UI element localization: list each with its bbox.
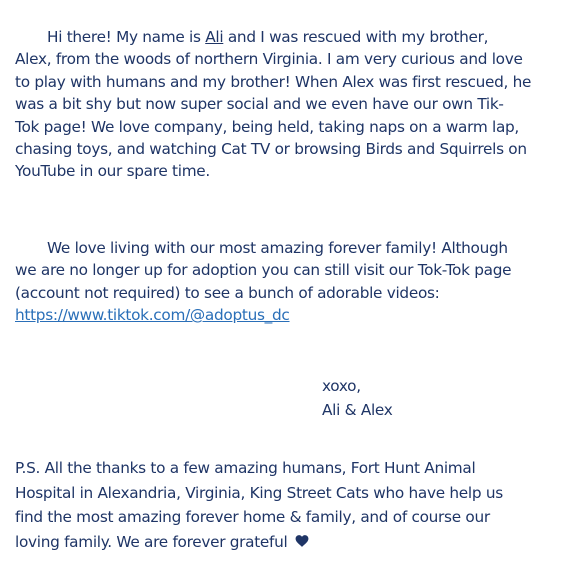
ps-line-1: P.S. All the thanks to a few amazing humans, Fort Hunt Animal	[15, 459, 476, 477]
signoff-greeting: xoxo,	[322, 377, 361, 395]
signoff-names: Ali & Alex	[322, 401, 393, 419]
intro-line-4: was a bit shy but now super social and we even have our own Tik-	[15, 95, 504, 114]
intro-line-1: Hi there! My name is Ali and I was rescued with my brother,	[47, 28, 489, 46]
paragraph-ps	[15, 456, 567, 554]
ps-line-4: loving family. We are forever grateful	[15, 530, 567, 555]
signoff	[322, 374, 393, 422]
paragraph-family	[15, 237, 567, 327]
intro-line-3: to play with humans and my brother! When Alex was first rescued, he	[15, 72, 532, 91]
paragraph-intro	[15, 26, 567, 183]
family-line-3: (account not required) to see a bunch of adorable videos:	[15, 283, 440, 302]
intro-line-5: Tok page! We love company, being held, taking naps on a warm lap,	[15, 117, 519, 136]
name-ali: Ali	[205, 28, 224, 46]
intro-line-2: Alex, from the woods of northern Virginia. I am very curious and love	[15, 50, 523, 69]
intro-line-7: YouTube in our spare time.	[15, 162, 210, 181]
intro-line-6: chasing toys, and watching Cat TV or browsing Birds and Squirrels on	[15, 140, 527, 159]
family-line-2: we are no longer up for adoption you can still visit our Tok-Tok page	[15, 261, 512, 280]
ps-line-3: find the most amazing forever home & family, and of course our	[15, 508, 490, 526]
tiktok-link[interactable]: https://www.tiktok.com/@adoptus_dc	[15, 306, 290, 325]
ps-line-2: Hospital in Alexandria, Virginia, King Street Cats who have help us	[15, 483, 503, 502]
family-line-1: We love living with our most amazing forever family! Although	[47, 239, 508, 257]
family-line-4	[15, 304, 567, 326]
heart-icon	[295, 534, 309, 548]
